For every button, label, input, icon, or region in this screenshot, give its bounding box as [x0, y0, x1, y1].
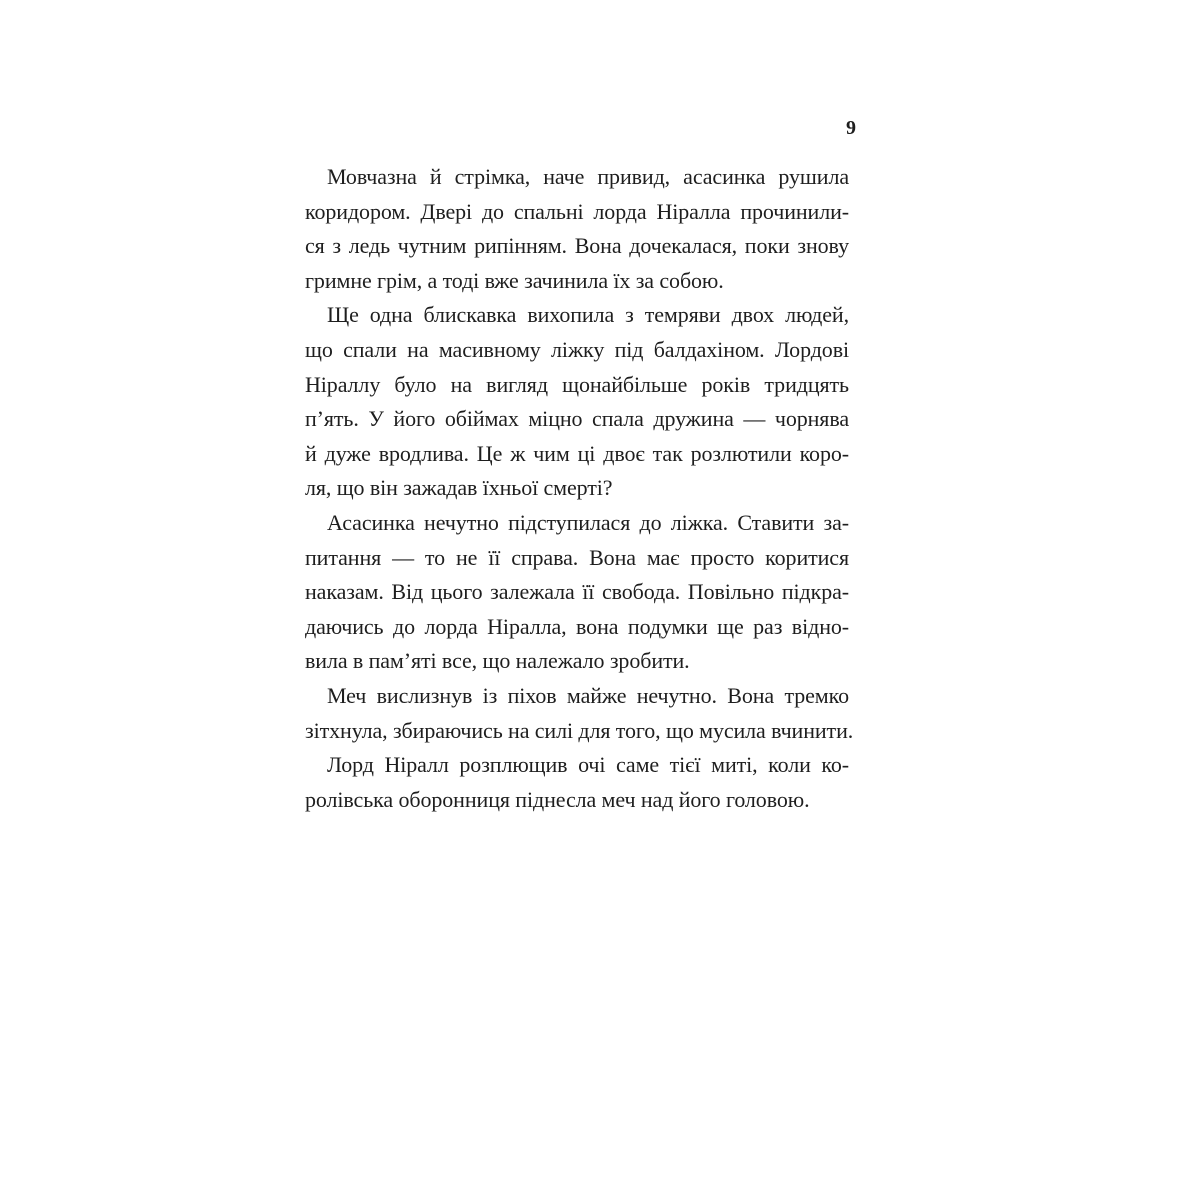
- text-line: Меч вислизнув із піхов майже нечутно. Вона тремко: [327, 682, 849, 708]
- paragraph: [305, 748, 849, 817]
- text-line: даючись до лорда Ніралла, вона подумки ще раз відно-: [305, 613, 849, 639]
- text-line: п’ять. У його обіймах міцно спала дружина — чорнява: [305, 406, 849, 432]
- paragraph: [305, 160, 849, 298]
- text-line: що спали на масивному ліжку під балдахіном. Лордові: [305, 336, 849, 362]
- text-line: ся з ледь чутним рипінням. Вона дочекалася, поки знову: [305, 233, 849, 259]
- text-line: Ще одна блискавка вихопила з темряви двох людей,: [327, 302, 849, 328]
- text-line: вила в пам’яті все, що належало зробити.: [305, 648, 690, 674]
- paragraph: [305, 298, 849, 506]
- text-line: коридором. Двері до спальні лорда Ніралла прочинили-: [305, 198, 849, 224]
- text-line: наказам. Від цього залежала її свобода. Повільно підкра-: [305, 579, 849, 605]
- text-line: Мовчазна й стрімка, наче привид, асасинка рушила: [327, 164, 849, 189]
- paragraph: [305, 679, 854, 748]
- text-line: ля, що він зажадав їхньої смерті?: [305, 475, 613, 501]
- page-number: 9: [846, 117, 856, 139]
- text-line: ролівська оборонниця піднесла меч над його головою.: [305, 786, 810, 812]
- text-line: гримне грім, а тоді вже зачинила їх за собою.: [305, 267, 724, 293]
- text-line: й дуже вродлива. Це ж чим ці двоє так розлютили коро-: [305, 440, 849, 466]
- paragraph: [305, 506, 849, 679]
- body-text: [305, 160, 854, 817]
- text-line: питання — то не її справа. Вона має просто коритися: [305, 544, 849, 570]
- text-line: Ніраллу було на вигляд щонайбільше років тридцять: [305, 371, 849, 397]
- text-line: Лорд Ніралл розплющив очі саме тієї миті, коли ко-: [327, 752, 849, 778]
- text-line: зітхнула, збираючись на силі для того, що мусила вчинити.: [305, 717, 854, 743]
- text-line: Асасинка нечутно підступилася до ліжка. Ставити за-: [327, 509, 849, 535]
